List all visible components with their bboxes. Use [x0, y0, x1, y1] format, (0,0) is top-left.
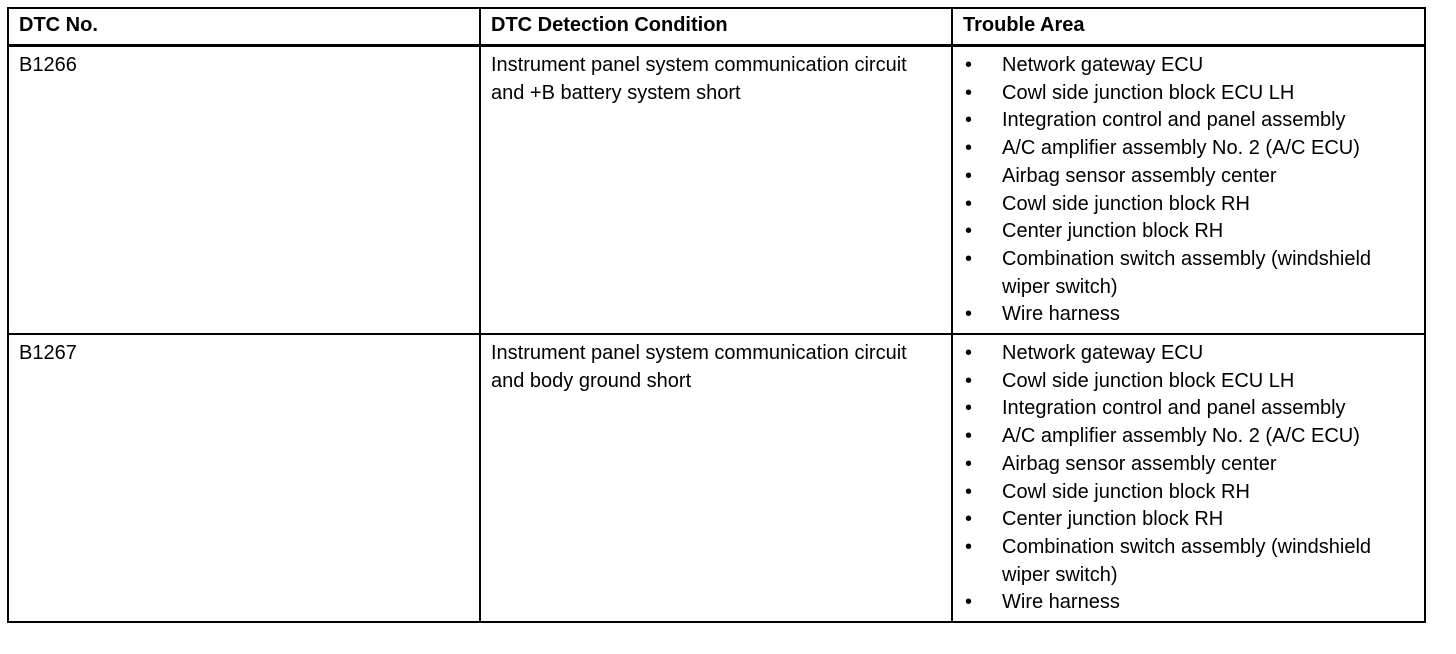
bullet-icon: •	[965, 81, 973, 104]
trouble-area-text: Center junction block RH	[1002, 508, 1224, 531]
trouble-area-text: Integration control and panel assembly	[1002, 109, 1346, 132]
header-row	[8, 8, 1425, 46]
trouble-area-text: Airbag sensor assembly center	[1002, 164, 1277, 187]
trouble-area-text: Integration control and panel assembly	[1002, 397, 1346, 420]
list-item	[963, 534, 1414, 589]
trouble-area-text: Network gateway ECU	[1002, 342, 1204, 365]
trouble-area-cell	[952, 46, 1425, 335]
trouble-area-text: A/C amplifier assembly No. 2 (A/C ECU)	[1002, 137, 1360, 160]
bullet-icon: •	[965, 480, 973, 503]
list-item	[963, 135, 1414, 163]
trouble-area-text: Cowl side junction block ECU LH	[1002, 369, 1295, 392]
list-item	[963, 368, 1414, 396]
dtc-code-cell: B1266	[8, 46, 480, 335]
dtc-code-cell: B1267	[8, 334, 480, 622]
list-item	[963, 163, 1414, 191]
trouble-area-text: Combination switch assembly (windshield wiper switch)	[1002, 247, 1372, 298]
trouble-area-text: Cowl side junction block RH	[1002, 480, 1250, 503]
list-item	[963, 246, 1414, 301]
trouble-area-text: Center junction block RH	[1002, 220, 1224, 243]
detection-condition-cell: Instrument panel system communication circuit and +B battery system short	[480, 46, 952, 335]
bullet-icon: •	[965, 164, 973, 187]
table-row	[8, 334, 1425, 622]
bullet-icon: •	[965, 591, 973, 614]
list-item	[963, 451, 1414, 479]
list-item	[963, 506, 1414, 534]
trouble-area-list	[963, 340, 1414, 617]
list-item	[963, 107, 1414, 135]
trouble-area-text: Combination switch assembly (windshield wiper switch)	[1002, 535, 1372, 586]
bullet-icon: •	[965, 247, 973, 270]
bullet-icon: •	[965, 342, 973, 365]
trouble-area-list	[963, 52, 1414, 329]
header-dtc-no: DTC No.	[8, 8, 480, 46]
list-item	[963, 395, 1414, 423]
bullet-icon: •	[965, 220, 973, 243]
trouble-area-text: Cowl side junction block RH	[1002, 192, 1250, 215]
trouble-area-cell	[952, 334, 1425, 622]
list-item	[963, 479, 1414, 507]
bullet-icon: •	[965, 303, 973, 326]
header-trouble-area: Trouble Area	[952, 8, 1425, 46]
bullet-icon: •	[965, 137, 973, 160]
trouble-area-text: Network gateway ECU	[1002, 54, 1204, 76]
bullet-icon: •	[965, 452, 973, 475]
bullet-icon: •	[965, 192, 973, 215]
trouble-area-text: Airbag sensor assembly center	[1002, 452, 1277, 475]
trouble-area-text: Cowl side junction block ECU LH	[1002, 81, 1295, 104]
list-item	[963, 423, 1414, 451]
trouble-area-text: Wire harness	[1002, 303, 1120, 326]
list-item	[963, 589, 1414, 617]
bullet-icon: •	[965, 508, 973, 531]
trouble-area-text: Wire harness	[1002, 591, 1120, 614]
list-item	[963, 218, 1414, 246]
bullet-icon: •	[965, 425, 973, 448]
bullet-icon: •	[965, 54, 973, 76]
list-item	[963, 191, 1414, 219]
bullet-icon: •	[965, 535, 973, 558]
list-item	[963, 340, 1414, 368]
detection-condition-cell: Instrument panel system communication circuit and body ground short	[480, 334, 952, 622]
table-header	[8, 8, 1425, 46]
bullet-icon: •	[965, 397, 973, 420]
bullet-icon: •	[965, 109, 973, 132]
bullet-icon: •	[965, 369, 973, 392]
list-item	[963, 52, 1414, 80]
table-row	[8, 46, 1425, 335]
header-detection-condition: DTC Detection Condition	[480, 8, 952, 46]
list-item	[963, 301, 1414, 329]
trouble-area-text: A/C amplifier assembly No. 2 (A/C ECU)	[1002, 425, 1360, 448]
table-body	[8, 46, 1425, 623]
list-item	[963, 80, 1414, 108]
dtc-table	[7, 7, 1426, 623]
